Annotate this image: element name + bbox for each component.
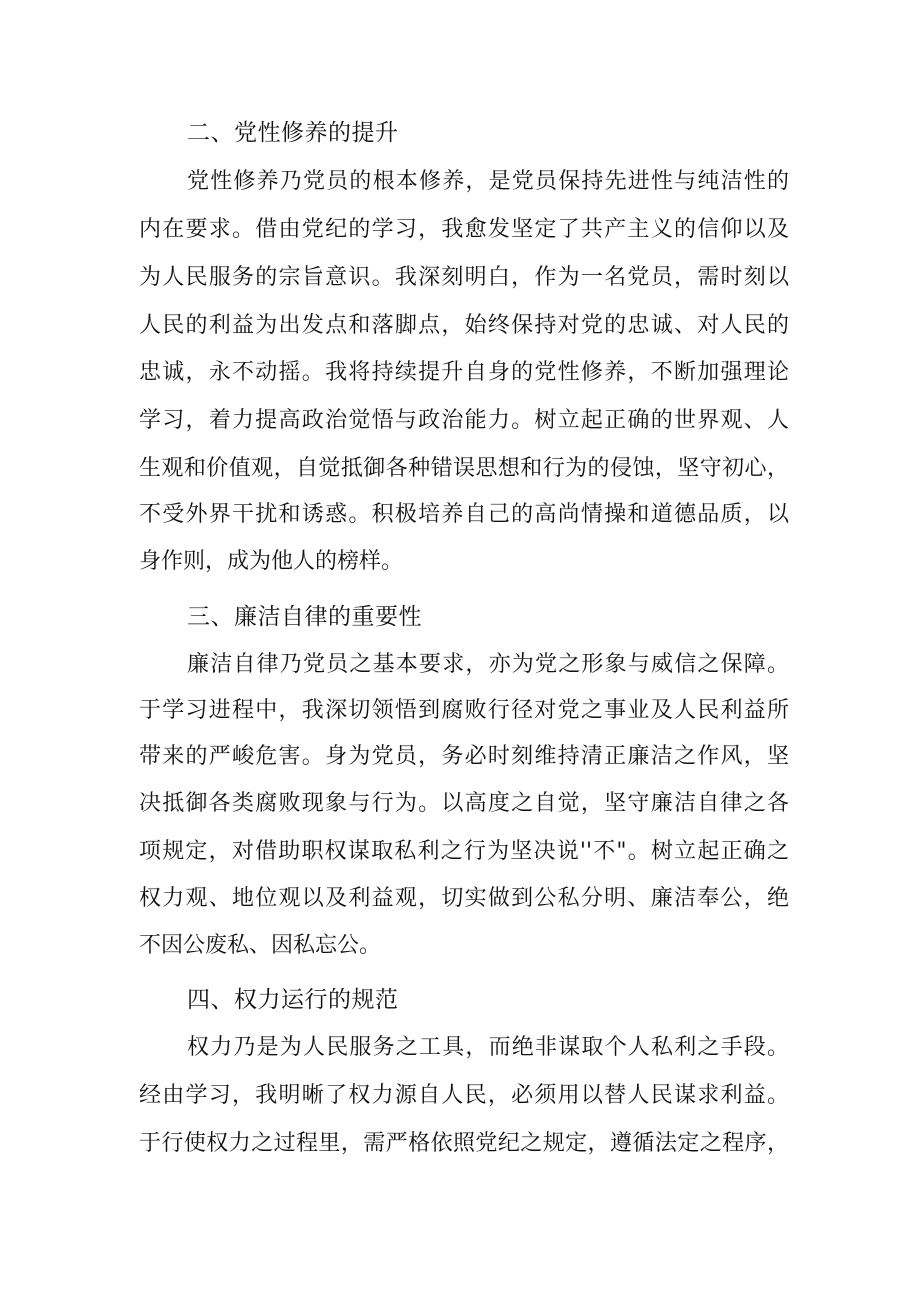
paragraph-line: 权力观、地位观以及利益观，切实做到公私分明、廉洁奉公，绝: [139, 886, 789, 911]
paragraph-line: 人民的利益为出发点和落脚点，始终保持对党的忠诚、对人民的: [139, 313, 789, 338]
paragraph-line: 身作则，成为他人的榜样。: [139, 549, 404, 574]
paragraph-line: 项规定，对借助职权谋取私利之行为坚决说''不"。树立起正确之: [139, 839, 789, 864]
paragraph-line: 于学习进程中，我深切领悟到腐败行径对党之事业及人民利益所: [139, 698, 789, 723]
section-heading-integrity: 三、廉洁自律的重要性: [187, 604, 422, 630]
paragraph-line: 于行使权力之过程里，需严格依照党纪之规定，遵循法定之程序，: [139, 1131, 789, 1156]
paragraph-line: 不因公废私、因私忘公。: [139, 933, 382, 958]
paragraph-line: 为人民服务的宗旨意识。我深刻明白，作为一名党员，需时刻以: [139, 265, 789, 290]
paragraph-line: 带来的严峻危害。身为党员，务必时刻维持清正廉洁之作风，坚: [139, 744, 789, 769]
section-heading-power: 四、权力运行的规范: [187, 987, 399, 1013]
paragraph-line: 党性修养乃党员的根本修养，是党员保持先进性与纯洁性的: [187, 169, 789, 194]
paragraph-line: 内在要求。借由党纪的学习，我愈发坚定了共产主义的信仰以及: [139, 217, 789, 242]
paragraph-line: 决抵御各类腐败现象与行为。以高度之自觉，坚守廉洁自律之各: [139, 791, 789, 816]
paragraph-line: 权力乃是为人民服务之工具，而绝非谋取个人私利之手段。: [187, 1035, 789, 1060]
paragraph-line: 廉洁自律乃党员之基本要求，亦为党之形象与威信之保障。: [187, 652, 789, 677]
paragraph-line: 经由学习，我明晰了权力源自人民，必须用以替人民谋求利益。: [139, 1083, 789, 1108]
paragraph-line: 学习，着力提高政治觉悟与政治能力。树立起正确的世界观、人: [139, 408, 789, 433]
paragraph-line: 不受外界干扰和诱惑。积极培养自己的高尚情操和道德品质，以: [139, 502, 789, 527]
section-heading-party-spirit: 二、党性修养的提升: [187, 120, 399, 146]
paragraph-line: 生观和价值观，自觉抵御各种错误思想和行为的侵蚀，坚守初心，: [139, 456, 789, 481]
paragraph-line: 忠诚，永不动摇。我将持续提升自身的党性修养，不断加强理论: [139, 360, 789, 385]
